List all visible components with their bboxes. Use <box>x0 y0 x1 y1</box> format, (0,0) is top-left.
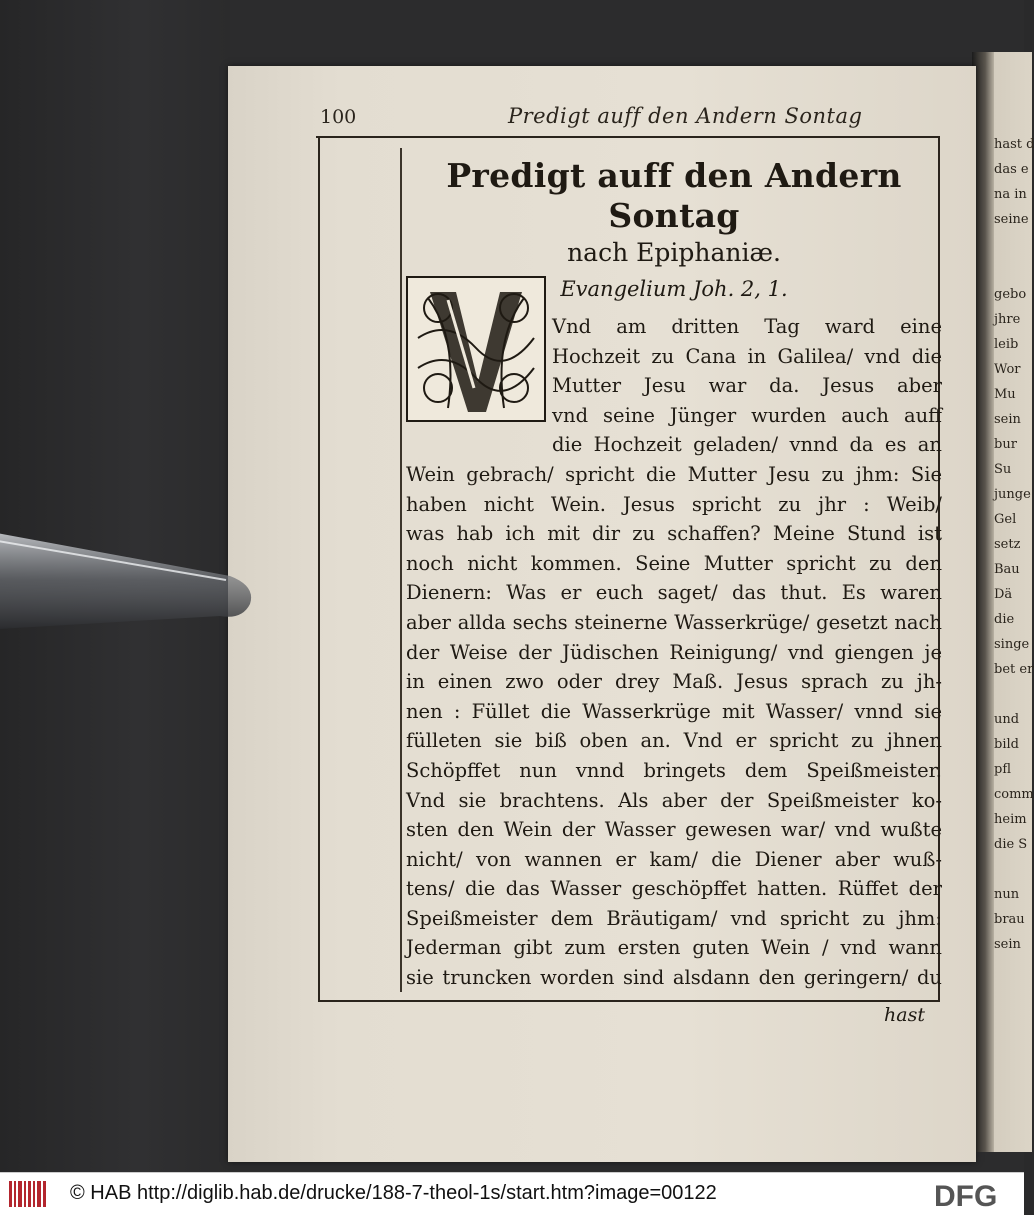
text-line: Vnd am dritten Tag ward eine <box>552 315 942 338</box>
sermon-title: Predigt auff den Andern Sontag <box>446 156 902 235</box>
facing-page-fragment: hast d <box>994 137 1034 152</box>
text-line: Mutter Jesu war da. Jesus aber <box>552 374 942 398</box>
footer-bar <box>0 1172 1024 1215</box>
copyright-link[interactable]: © HAB http://diglib.hab.de/drucke/188-7-theol-1s/start.htm?image=00122 <box>70 1182 717 1204</box>
decorated-initial-v <box>406 276 546 422</box>
text-line: vnd seine Jünger wurden auch auff <box>552 403 942 427</box>
facing-page-fragment: sein <box>994 412 1021 427</box>
text-line: in einen zwo oder drey Maß. Jesus sprach zu jh- <box>406 670 942 694</box>
dfg-logo-text: DFG <box>934 1180 998 1213</box>
running-head-title: Predigt auff den Andern Sontag <box>508 104 863 128</box>
text-line: Hochzeit zu Cana in Galilea/ vnd die <box>552 344 942 368</box>
facing-page-fragment: pfl <box>994 762 1011 777</box>
facing-page-fragment: setz <box>994 537 1021 552</box>
facing-page-fragment: die <box>994 612 1015 627</box>
facing-page-fragment: junge <box>994 487 1031 502</box>
text-line: der Weise der Jüdischen Reinigung/ vnd giengen je <box>406 640 942 664</box>
sermon-subtitle: nach Epiphaniæ. <box>567 238 781 267</box>
text-line: Vnd sie brachtens. Als aber der Speißmeister ko- <box>406 788 942 812</box>
facing-page-fragment: bet er <box>994 662 1034 677</box>
text-line: Schöpffet nun vnnd bringets dem Speißmeister. <box>406 758 942 782</box>
text-line: Speißmeister dem Bräutigam/ vnd spricht zu jhm: <box>406 906 942 930</box>
facing-page-fragment: brau <box>994 912 1025 927</box>
running-head <box>316 100 938 138</box>
facing-page-fragment: jhre <box>994 312 1021 327</box>
inner-rule <box>400 148 402 992</box>
facing-page-fragment: sein <box>994 937 1021 952</box>
facing-page-fragment: Wor <box>994 362 1021 377</box>
facing-page-fragment: bur <box>994 437 1017 452</box>
facing-page-fragment: na in <box>994 187 1027 202</box>
facing-page-fragment: singe <box>994 637 1030 652</box>
glass-page-weight <box>0 520 270 640</box>
facing-page-fragment: Bau <box>994 562 1020 577</box>
facing-page-fragment: leib <box>994 337 1019 352</box>
text-line: nen : Füllet die Wasserkrüge mit Wasser/ vnnd sie <box>406 699 942 723</box>
gospel-reference: Evangelium Joh. 2, 1. <box>560 277 788 301</box>
facing-page-fragment: heim <box>994 812 1027 827</box>
facing-page-fragment: comm <box>994 787 1034 802</box>
text-line: Jederman gibt zum ersten guten Wein / vnd wann <box>406 936 942 960</box>
catchword: hast <box>884 1004 925 1026</box>
text-line: Dienern: Was er euch saget/ das thut. Es waren <box>406 581 942 605</box>
facing-page-fragment: und <box>994 712 1020 727</box>
facing-page-fragment: Dä <box>994 587 1013 602</box>
text-line: was hab ich mit dir zu schaffen? Meine Stund ist <box>406 522 942 546</box>
text-line: Wein gebrach/ spricht die Mutter Jesu zu jhm: Sie <box>406 462 942 486</box>
text-line: nicht/ von wannen er kam/ die Diener aber wuß- <box>406 847 942 871</box>
dfg-logo-icon[interactable] <box>932 1178 1018 1213</box>
page-number: 100 <box>320 106 357 128</box>
text-line: sie truncken worden sind alsdann den geringern/ du <box>406 966 942 990</box>
facing-page-fragment: bild <box>994 737 1019 752</box>
text-line: haben nicht Wein. Jesus spricht zu jhr : Weib/ <box>406 492 942 516</box>
facing-page-fragment: gebo <box>994 287 1027 302</box>
text-line: sten den Wein der Wasser gewesen war/ vnd wußte <box>406 818 942 842</box>
text-block <box>406 156 942 993</box>
decorated-initial-v-icon <box>408 278 544 420</box>
facing-page-fragment: die S <box>994 837 1028 852</box>
hab-barcode-logo-icon[interactable] <box>8 1179 48 1209</box>
text-line: fülleten sie biß oben an. Vnd er spricht zu jhnen <box>406 729 942 753</box>
text-line: die Hochzeit geladen/ vnnd da es an <box>552 433 942 457</box>
facing-page-fragment: seine <box>994 212 1029 227</box>
text-line: aber allda sechs steinerne Wasserkrüge/ gesetzt nach <box>406 610 942 634</box>
facing-page-edge <box>972 52 1032 1152</box>
facing-page-fragment: Mu <box>994 387 1016 402</box>
facing-page-fragment: Gel <box>994 512 1017 527</box>
facing-page-fragment: Su <box>994 462 1012 477</box>
facing-page-fragment: nun <box>994 887 1020 902</box>
text-line: tens/ die das Wasser geschöpffet hatten. Rüffet der <box>406 877 942 901</box>
facing-page-fragment: das e <box>994 162 1029 177</box>
text-line: noch nicht kommen. Seine Mutter spricht zu den <box>406 551 942 575</box>
